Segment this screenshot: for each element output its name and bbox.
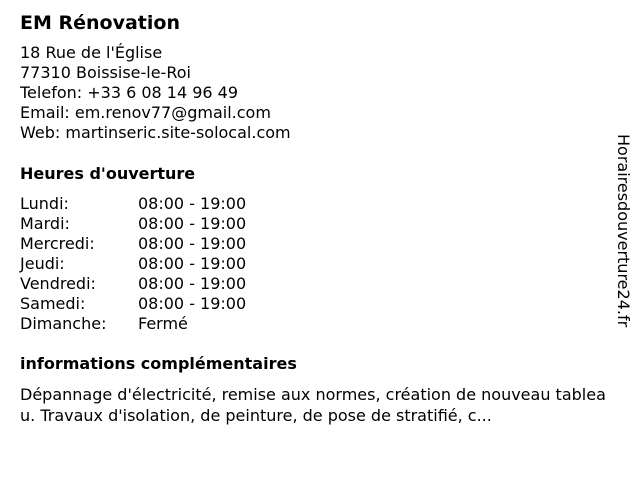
hours-row (20, 214, 246, 234)
hours-row (20, 314, 246, 334)
street-address: 18 Rue de l'Église (20, 43, 163, 62)
hours-row (20, 294, 246, 314)
hours-time: Fermé (138, 314, 188, 333)
hours-row (20, 254, 246, 274)
opening-hours-table (20, 194, 246, 334)
hours-row (20, 194, 246, 214)
business-name: EM Rénovation (20, 12, 180, 34)
hours-time: 08:00 - 19:00 (138, 194, 247, 213)
hours-day: Mercredi: (20, 234, 95, 253)
hours-time: 08:00 - 19:00 (138, 214, 247, 233)
hours-time: 08:00 - 19:00 (138, 254, 247, 273)
additional-info-text: Dépannage d'électricité, remise aux normes, création de nouveau tableau. Travaux d'isolation, de peinture, de pose de stratifié, c... (20, 385, 606, 425)
hours-row (20, 274, 246, 294)
additional-info-heading: informations complémentaires (20, 354, 297, 373)
hours-time: 08:00 - 19:00 (138, 274, 247, 293)
website: Web: martinseric.site-solocal.com (20, 123, 291, 142)
hours-time: 08:00 - 19:00 (138, 294, 247, 313)
email-address: Email: em.renov77@gmail.com (20, 103, 271, 122)
phone-number: Telefon: +33 6 08 14 96 49 (20, 83, 239, 102)
hours-day: Vendredi: (20, 274, 96, 293)
hours-day: Jeudi: (20, 254, 65, 273)
hours-time: 08:00 - 19:00 (138, 234, 247, 253)
hours-day: Dimanche: (20, 314, 107, 333)
city-address: 77310 Boissise-le-Roi (20, 63, 191, 82)
opening-hours-heading: Heures d'ouverture (20, 164, 196, 183)
hours-day: Samedi: (20, 294, 86, 313)
contact-block (20, 43, 291, 143)
hours-day: Lundi: (20, 194, 69, 213)
hours-row (20, 234, 246, 254)
hours-day: Mardi: (20, 214, 70, 233)
site-watermark: Horairesdouverture24.fr (614, 134, 633, 328)
